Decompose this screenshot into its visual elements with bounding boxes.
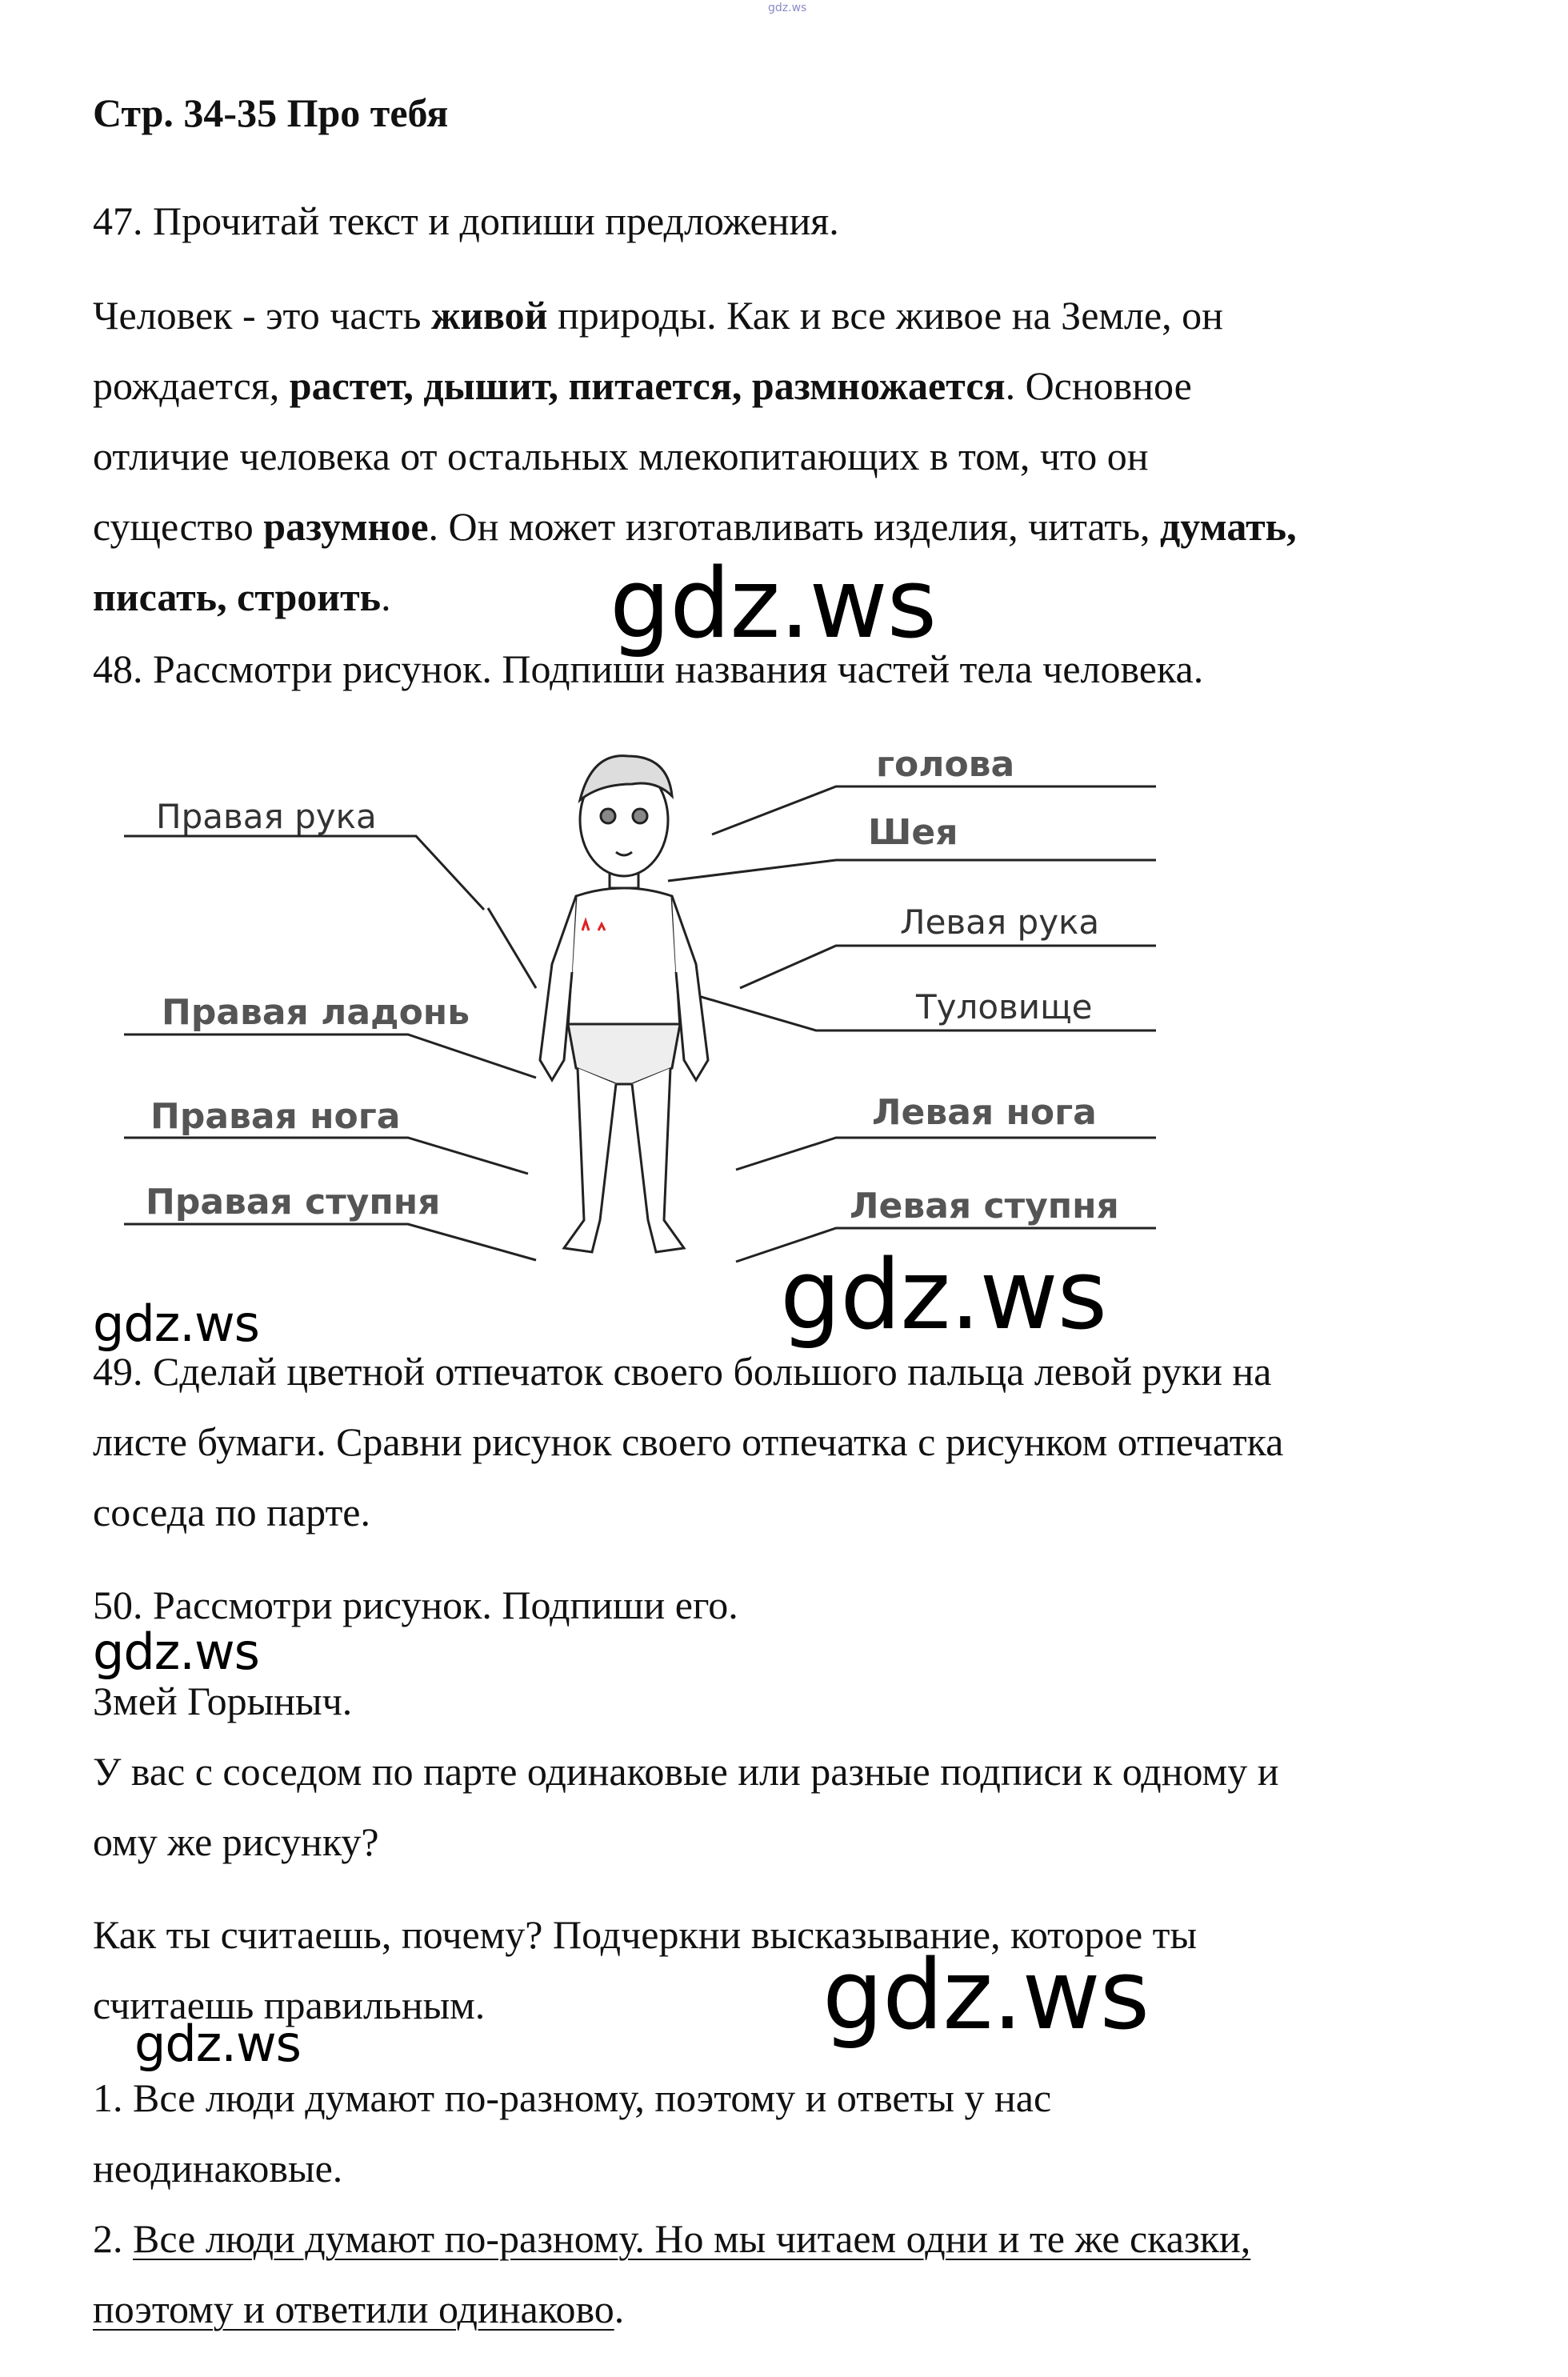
line-left-arm	[740, 946, 1156, 988]
label-left-foot: Левая ступня	[850, 1186, 1119, 1227]
label-torso: Туловище	[916, 987, 1093, 1026]
task47-line-5	[93, 562, 391, 632]
label-right-palm: Правая ладонь	[162, 992, 470, 1033]
label-neck: Шея	[868, 812, 958, 853]
underlined-answer: Все люди думают по-разному. Но мы читаем одни и те же сказки,	[133, 2216, 1251, 2261]
underlined-answer: поэтому и ответили одинаково	[93, 2287, 614, 2331]
label-right-leg: Правая нога	[150, 1096, 401, 1137]
task49-line-2: листе бумаги. Сравни рисунок своего отпечатка с рисунком отпечатка	[93, 1419, 1284, 1464]
watermark: gdz.ws	[822, 1940, 1150, 2051]
option-1-line-1: 1. Все люди думают по-разному, поэтому и ответы у нас	[93, 2075, 1052, 2120]
task50-question-line-4: считаешь правильным.	[93, 1983, 486, 2027]
text-run: рождается,	[93, 363, 290, 408]
left-leg-shape	[632, 1068, 684, 1252]
option-number: 2.	[93, 2216, 133, 2261]
label-left-arm: Левая рука	[900, 902, 1100, 942]
watermark: gdz.ws	[610, 549, 937, 660]
text-run: существо	[93, 504, 264, 549]
task49-line-1: 49. Сделай цветной отпечаток своего большого пальца левой руки на	[93, 1349, 1272, 1394]
label-left-leg: Левая нога	[872, 1092, 1097, 1133]
right-leg-shape	[564, 1068, 616, 1252]
task47-line-3: отличие человека от остальных млекопитающих в том, что он	[93, 434, 1149, 478]
task50-question-line-1: У вас с соседом по парте одинаковые или разные подписи к одному и	[93, 1749, 1279, 1794]
option-2-line-1	[93, 2203, 1250, 2274]
task47-heading: 47. Прочитай текст и допиши предложения.	[93, 198, 839, 243]
task50-question-line-2: ому же рисунку?	[93, 1819, 379, 1864]
task47-line-2	[93, 350, 1192, 421]
eye-left	[601, 809, 615, 823]
child-figure	[540, 756, 708, 1252]
watermark: gdz.ws	[134, 2015, 301, 2073]
label-right-foot: Правая ступня	[146, 1182, 441, 1223]
watermark: gdz.ws	[780, 1240, 1107, 1351]
torso-shape	[568, 888, 680, 1028]
text-run: . Основное	[1005, 363, 1192, 408]
eye-right	[633, 809, 647, 823]
left-arm-shape	[672, 896, 708, 1080]
answer-bold: живой	[430, 293, 548, 338]
page-title: Стр. 34-35 Про тебя	[93, 90, 449, 135]
answer-bold: писать, строить	[93, 574, 382, 619]
task49-line-3: соседа по парте.	[93, 1490, 370, 1535]
answer-bold: растет, дышит, питается, размножается	[289, 363, 1006, 408]
label-head: голова	[876, 744, 1015, 785]
text-run: Человек - это часть	[93, 293, 431, 338]
right-arm-shape	[540, 896, 576, 1080]
body-diagram	[120, 724, 1176, 1300]
task50-heading: 50. Рассмотри рисунок. Подпиши его.	[93, 1583, 738, 1627]
top-watermark: gdz.ws	[768, 2, 807, 14]
line-right-foot	[124, 1224, 536, 1260]
answer-bold: разумное	[263, 504, 429, 549]
option-1-line-2: неодинаковые.	[93, 2146, 343, 2191]
answer-bold: думать,	[1160, 504, 1297, 549]
line-left-leg	[736, 1138, 1156, 1170]
task50-question-line-3: Как ты считаешь, почему? Подчеркни высказывание, которое ты	[93, 1912, 1198, 1957]
line-neck	[668, 860, 1156, 881]
line-right-palm	[124, 1034, 536, 1078]
text-run: .	[381, 574, 391, 619]
body-parts-figure	[120, 724, 1176, 1300]
watermark: gdz.ws	[93, 1295, 259, 1353]
text-run: . Он может изготавливать изделия, читать,	[428, 504, 1161, 549]
text-run: .	[614, 2287, 625, 2331]
label-right-arm: Правая рука	[156, 797, 377, 836]
task48-heading: 48. Рассмотри рисунок. Подпиши названия частей тела человека.	[93, 646, 1204, 691]
option-2-line-2	[93, 2274, 624, 2344]
watermark: gdz.ws	[93, 1623, 259, 1681]
line-right-arm	[124, 836, 484, 910]
text-run: природы. Как и все живое на Земле, он	[547, 293, 1223, 338]
line-right-leg	[124, 1138, 528, 1174]
task50-answer: Змей Горыныч.	[93, 1679, 353, 1723]
line-right-arm-2	[488, 908, 536, 988]
task47-line-1	[93, 280, 1223, 350]
